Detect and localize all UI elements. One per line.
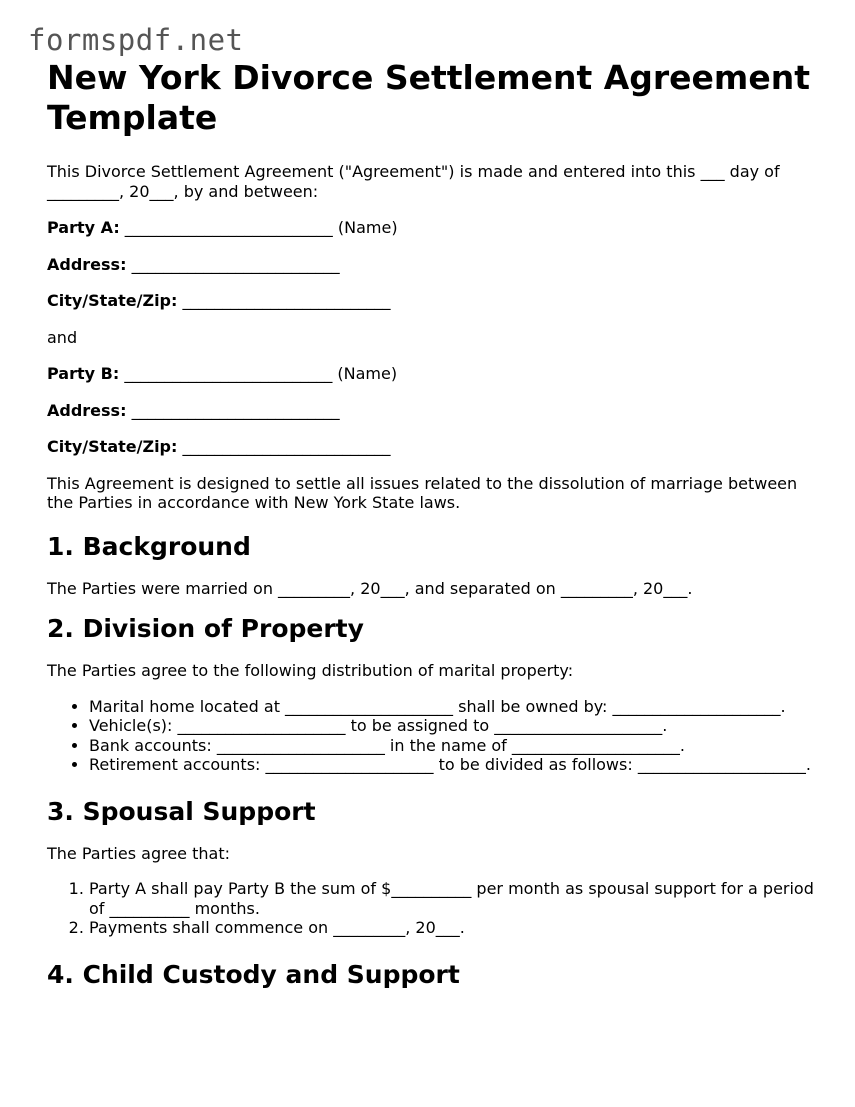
party-a-address-label: Address: xyxy=(47,254,127,274)
party-a-city-label: City/State/Zip: xyxy=(47,291,178,310)
party-a-city-field xyxy=(47,291,817,311)
party-a-name-label: Party A: xyxy=(47,218,120,237)
party-b-name-field xyxy=(47,364,817,384)
purpose-paragraph: This Agreement is designed to settle all issues related to the dissolution of marriage between the Parties in accordance with New York State laws. xyxy=(47,473,798,512)
document-page xyxy=(47,58,817,990)
spousal-support-paragraph: The Parties agree that: xyxy=(47,843,230,863)
list-item: • Marital home located at _____________________ shall be owned by: _____________________. xyxy=(89,697,817,717)
party-a-address-blank: __________________________ xyxy=(126,254,340,274)
party-a-address-field xyxy=(47,255,817,275)
party-b-address-label: Address: xyxy=(47,400,127,420)
spousal-support-list xyxy=(47,879,817,938)
party-b-city-field xyxy=(47,437,817,457)
background-paragraph: The Parties were married on _________, 20___, and separated on _________, 20___. xyxy=(47,578,693,598)
and-text: and xyxy=(47,327,78,347)
party-b-city-label: City/State/Zip: xyxy=(47,437,178,456)
party-b-address-field xyxy=(47,401,817,421)
list-item: • Retirement accounts: _____________________ to be divided as follows: _____________________. xyxy=(89,755,817,775)
party-b-address-blank: __________________________ xyxy=(126,400,340,420)
watermark: formspdf.net xyxy=(28,23,244,57)
party-a-city-blank: __________________________ xyxy=(177,291,391,310)
background-heading: 1. Background xyxy=(47,531,251,561)
list-item: • Vehicle(s): _____________________ to be assigned to _____________________. xyxy=(89,716,817,736)
child-custody-heading: 4. Child Custody and Support xyxy=(47,959,460,989)
party-a-name-field xyxy=(47,218,817,238)
spousal-support-heading: 3. Spousal Support xyxy=(47,796,316,826)
property-paragraph: The Parties agree to the following distribution of marital property: xyxy=(47,661,574,680)
document-title: New York Divorce Settlement Agreement Template xyxy=(47,58,810,137)
intro-paragraph: This Divorce Settlement Agreement ("Agreement") is made and entered into this ___ day of _________, 20___, by and between: xyxy=(47,162,780,201)
property-heading: 2. Division of Property xyxy=(47,614,364,643)
list-item: 2. Payments shall commence on _________, 20___. xyxy=(89,918,817,938)
party-a-name-blank: __________________________ (Name) xyxy=(119,218,398,237)
party-b-name-blank: __________________________ (Name) xyxy=(119,364,398,383)
party-b-name-label: Party B: xyxy=(47,364,120,383)
party-b-city-blank: __________________________ xyxy=(177,437,391,456)
list-item: 1. Party A shall pay Party B the sum of $__________ per month as spousal support for a period of __________ months. xyxy=(89,879,817,918)
list-item: • Bank accounts: _____________________ in the name of _____________________. xyxy=(89,736,817,756)
property-list xyxy=(47,697,817,775)
